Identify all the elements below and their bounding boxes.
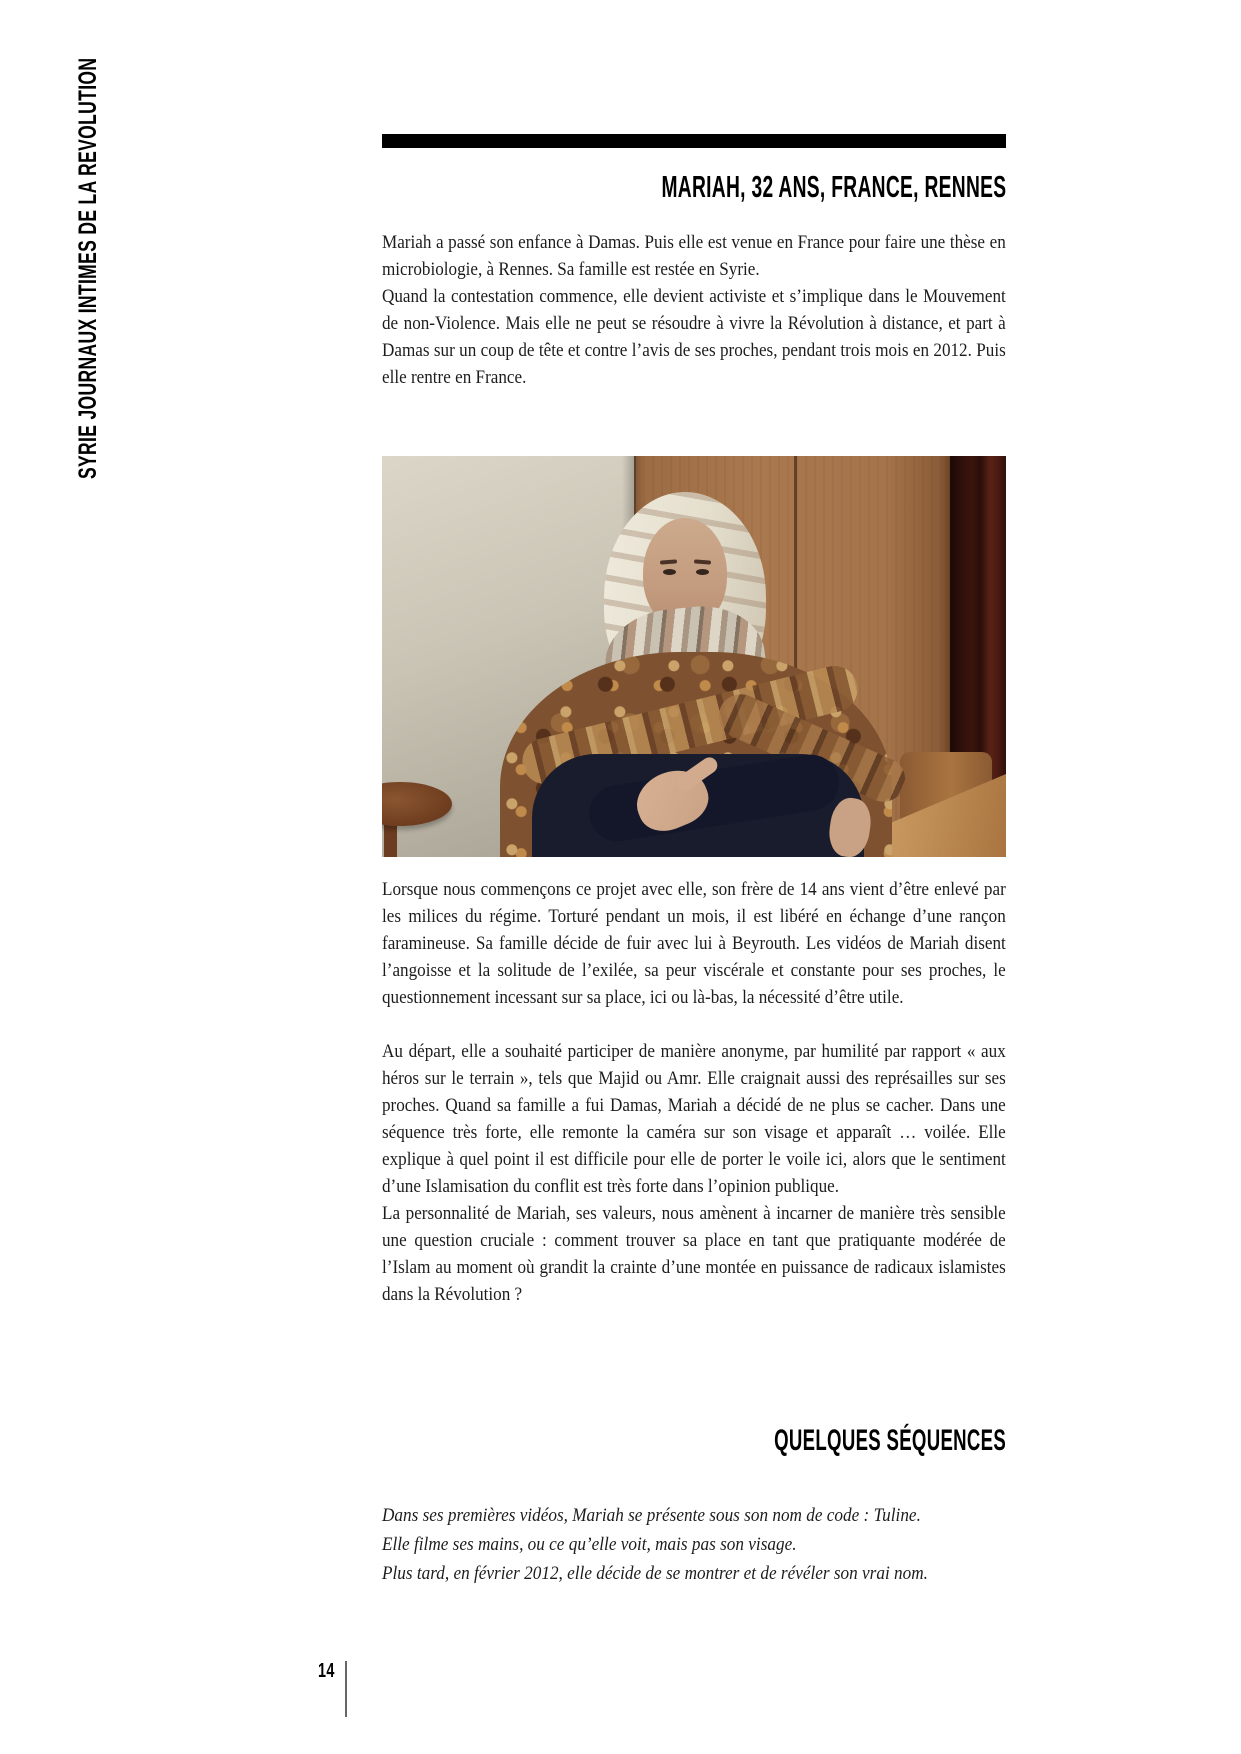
- sequence-line: Elle filme ses mains, ou ce qu’elle voit, mais pas son visage.: [382, 1534, 797, 1555]
- header-rule-bar: [382, 134, 1006, 148]
- page-number: 14: [318, 1660, 335, 1682]
- portrait-photo: [382, 456, 1006, 857]
- sequence-line: Dans ses premières vidéos, Mariah se présente sous son nom de code : Tuline.: [382, 1505, 921, 1526]
- intro-paragraph: Mariah a passé son enfance à Damas. Puis elle est venue en France pour faire une thèse en microbiologie, à Rennes. Sa famille est restée en Syrie.: [382, 232, 1006, 280]
- body-paragraph: Lorsque nous commençons ce projet avec elle, son frère de 14 ans vient d’être enlevé par les milices du régime. Torturé pendant un mois, il est libéré en échange d’une rançon faramineuse. Sa famille décide de fuir avec lui à Beyrouth. Les vidéos de Mariah disent l’angoisse et la solitude de l’exilée, sa peur viscérale et constante pour ses proches, le questionnement incessant sur sa place, ici ou là-bas, la nécessité d’être utile.: [382, 879, 1006, 1008]
- body-text-block: [382, 876, 1006, 1308]
- page-title: MARIAH, 32 ANS, FRANCE, RENNES: [661, 169, 1006, 204]
- body-paragraph: Au départ, elle a souhaité participer de manière anonyme, par humilité par rapport « aux héros sur le terrain », tels que Majid ou Amr. Elle craignait aussi des représailles sur ses proches. Quand sa famille a fui Damas, Mariah a décidé de ne plus se cacher. Dans une séquence très forte, elle remonte la caméra sur son visage et apparaît … voilée. Elle explique à quel point il est difficile pour elle de porter le voile ici, alors que le sentiment d’une Islamisation du conflit est très forte dans l’opinion publique.: [382, 1041, 1006, 1197]
- intro-paragraph: Quand la contestation commence, elle devient activiste et s’implique dans le Mouvement de non-Violence. Mais elle ne peut se résoudre à vivre la Révolution à distance, et part à Damas sur un coup de tête et contre l’avis de ses proches, pendant trois mois en 2012. Puis elle rentre en France.: [382, 286, 1006, 388]
- photo-eye: [663, 569, 676, 575]
- intro-text-block: [382, 229, 1006, 391]
- section-heading-sequences: QUELQUES SÉQUENCES: [774, 1424, 1006, 1457]
- sequence-line: Plus tard, en février 2012, elle décide de se montrer et de révéler son vrai nom.: [382, 1563, 928, 1584]
- body-paragraph: La personnalité de Mariah, ses valeurs, nous amènent à incarner de manière très sensible une question cruciale : comment trouver sa place en tant que pratiquante modérée de l’Islam au moment où grandit la crainte d’une montée en puissance de radicaux islamistes dans la Révolution ?: [382, 1203, 1006, 1305]
- photo-side-table: [382, 782, 452, 826]
- spine-vertical-title: SYRIE JOURNAUX INTIMES DE LA REVOLUTION: [74, 57, 102, 479]
- photo-eye: [696, 569, 709, 575]
- footer-rule: [345, 1661, 347, 1717]
- sequences-text-block: [382, 1501, 1006, 1588]
